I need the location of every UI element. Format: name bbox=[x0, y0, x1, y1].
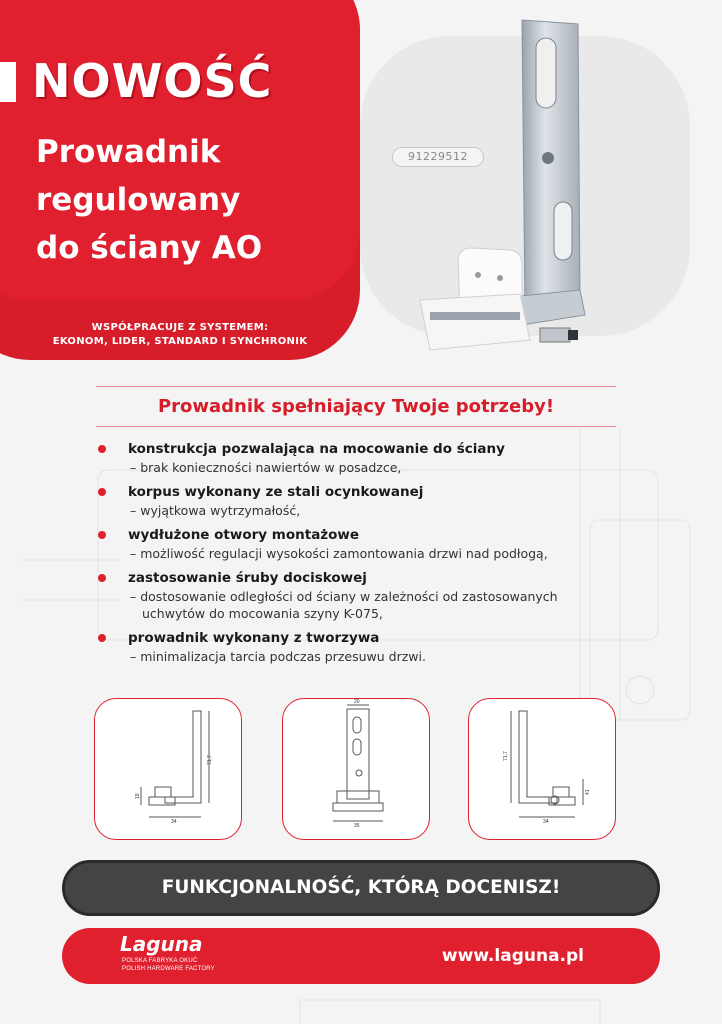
dim-width: 34 bbox=[171, 819, 177, 825]
drawing-card-side-left bbox=[94, 698, 242, 840]
list-item bbox=[96, 440, 636, 476]
dim-width: 34 bbox=[543, 819, 549, 825]
logo-subtitle-pl: POLSKA FABRYKA OKUĆ bbox=[122, 958, 198, 964]
feature-desc: – minimalizacja tarcia podczas przesuwu drzwi. bbox=[130, 649, 426, 664]
bullet-icon bbox=[98, 445, 106, 453]
drawing-card-front bbox=[282, 698, 430, 840]
headline-rule-bottom bbox=[96, 426, 616, 427]
feature-desc-continued: uchwytów do mocowania szyny K-075, bbox=[142, 606, 383, 621]
drawing-card-side-right bbox=[468, 698, 616, 840]
footer-bar bbox=[62, 928, 660, 984]
bullet-icon bbox=[98, 634, 106, 642]
feature-title: prowadnik wykonany z tworzywa bbox=[128, 630, 380, 646]
logo-subtitle-en: POLISH HARDWARE FACTORY bbox=[122, 966, 215, 972]
feature-title: wydłużone otwory montażowe bbox=[128, 527, 360, 543]
feature-desc: – wyjątkowa wytrzymałość, bbox=[130, 503, 301, 518]
bullet-icon bbox=[98, 574, 106, 582]
dim-small: 19 bbox=[135, 793, 141, 799]
feature-desc: – możliwość regulacji wysokości zamontowania drzwi nad podłogą, bbox=[130, 546, 548, 561]
feature-title: zastosowanie śruby dociskowej bbox=[128, 570, 367, 586]
bullet-icon bbox=[98, 531, 106, 539]
new-badge: NOWOŚĆ bbox=[32, 54, 273, 108]
technical-drawing-side-mirrored bbox=[469, 699, 617, 841]
list-item bbox=[96, 569, 636, 622]
technical-drawing-side bbox=[95, 699, 243, 841]
website-link[interactable]: www.laguna.pl bbox=[441, 946, 584, 966]
laguna-logo: Laguna bbox=[120, 932, 203, 956]
feature-desc: – dostosowanie odległości od ściany w zależności od zastosowanych bbox=[130, 589, 558, 604]
product-title-line-3: do ściany AO bbox=[36, 230, 263, 266]
feature-list bbox=[96, 440, 636, 672]
product-code-label: 91229512 bbox=[392, 147, 484, 167]
dim-height: 71,7 bbox=[503, 751, 509, 761]
product-title-line-1: Prowadnik bbox=[36, 134, 221, 170]
feature-title: korpus wykonany ze stali ocynkowanej bbox=[128, 484, 424, 500]
feature-title: konstrukcja pozwalająca na mocowanie do ściany bbox=[128, 441, 505, 457]
feature-desc: – brak konieczności nawiertów w posadzce, bbox=[130, 460, 402, 475]
section-headline: Prowadnik spełniający Twoje potrzeby! bbox=[157, 396, 555, 417]
dim-height: 71,7 bbox=[207, 755, 213, 765]
slogan-bar bbox=[62, 860, 660, 916]
headline-rule-top bbox=[96, 386, 616, 387]
compat-line-2: EKONOM, LIDER, STANDARD I SYNCHRONIK bbox=[52, 336, 308, 347]
list-item bbox=[96, 526, 636, 562]
product-photo bbox=[360, 10, 690, 370]
dim-width: 35 bbox=[354, 823, 360, 829]
technical-drawing-front bbox=[283, 699, 431, 841]
compat-line-1: WSPÓŁPRACUJE Z SYSTEMEM: bbox=[91, 322, 269, 333]
dim-top: 20 bbox=[354, 699, 360, 705]
dim-small: 41 bbox=[585, 789, 591, 795]
badge-accent-bar bbox=[0, 62, 16, 102]
list-item bbox=[96, 483, 636, 519]
bullet-icon bbox=[98, 488, 106, 496]
slogan-text: FUNKCJONALNOŚĆ, KTÓRĄ DOCENISZ! bbox=[161, 877, 561, 898]
product-title-line-2: regulowany bbox=[36, 182, 241, 218]
list-item bbox=[96, 629, 636, 665]
